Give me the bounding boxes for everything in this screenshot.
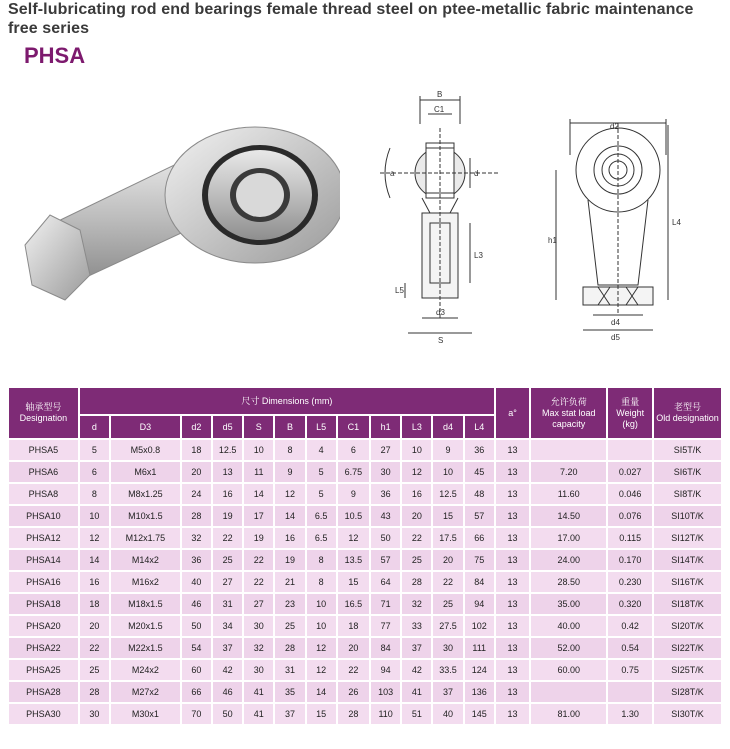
table-cell: 19: [244, 528, 273, 548]
table-cell: PHSA22: [9, 638, 78, 658]
table-cell: 12: [402, 462, 431, 482]
table-cell: M10x1.5: [111, 506, 180, 526]
table-cell: 12: [80, 528, 109, 548]
table-cell: 8: [307, 550, 336, 570]
table-cell: 4: [307, 440, 336, 460]
table-cell: M6x1: [111, 462, 180, 482]
table-cell: 8: [80, 484, 109, 504]
table-cell: 35: [275, 682, 304, 702]
table-cell: 14: [244, 484, 273, 504]
table-cell: 22: [402, 528, 431, 548]
table-row: [9, 572, 721, 592]
table-cell: 13: [496, 528, 529, 548]
table-cell: 13.5: [338, 550, 369, 570]
table-cell: 28: [182, 506, 211, 526]
table-cell: 60.00: [531, 660, 606, 680]
table-cell: 124: [465, 660, 494, 680]
table-cell: 6.75: [338, 462, 369, 482]
table-cell: 41: [402, 682, 431, 702]
table-cell: 22: [433, 572, 462, 592]
table-cell: 40.00: [531, 616, 606, 636]
table-cell: 27: [371, 440, 400, 460]
table-cell: [608, 440, 652, 460]
table-cell: 28: [338, 704, 369, 724]
table-cell: PHSA28: [9, 682, 78, 702]
table-cell: SI20T/K: [654, 616, 721, 636]
table-row: [9, 550, 721, 570]
table-cell: 31: [275, 660, 304, 680]
table-cell: 13: [496, 704, 529, 724]
table-cell: 0.320: [608, 594, 652, 614]
table-cell: 40: [182, 572, 211, 592]
table-cell: 6.5: [307, 528, 336, 548]
table-cell: SI30T/K: [654, 704, 721, 724]
table-cell: 37: [213, 638, 242, 658]
table-cell: 0.54: [608, 638, 652, 658]
table-cell: 37: [402, 638, 431, 658]
dim-label-a: a: [390, 169, 395, 178]
weight-header-cn: 重量: [621, 396, 640, 407]
table-cell: 13: [496, 572, 529, 592]
table-row: [9, 440, 721, 460]
table-cell: 14: [275, 506, 304, 526]
designation-header: [9, 388, 78, 438]
table-cell: 22: [80, 638, 109, 658]
table-cell: 12.5: [433, 484, 462, 504]
table-cell: 77: [371, 616, 400, 636]
dim-label-d5: d5: [611, 333, 620, 342]
dim-column-header: d4: [433, 416, 462, 438]
dim-label-l5: L5: [395, 286, 404, 295]
section-drawing: [360, 88, 510, 348]
table-cell: 41: [244, 682, 273, 702]
table-cell: SI12T/K: [654, 528, 721, 548]
table-cell: 32: [402, 594, 431, 614]
table-cell: 102: [465, 616, 494, 636]
table-cell: 16: [275, 528, 304, 548]
table-row: [9, 462, 721, 482]
table-cell: 12.5: [213, 440, 242, 460]
table-cell: 10: [402, 440, 431, 460]
table-cell: 34: [213, 616, 242, 636]
load-header: [531, 388, 606, 438]
table-cell: 46: [213, 682, 242, 702]
table-cell: 136: [465, 682, 494, 702]
table-cell: 17.5: [433, 528, 462, 548]
series-name: PHSA: [24, 43, 86, 68]
weight-header: [608, 388, 652, 438]
table-cell: 1.30: [608, 704, 652, 724]
table-cell: 70: [182, 704, 211, 724]
table-cell: PHSA18: [9, 594, 78, 614]
table-cell: 6.5: [307, 506, 336, 526]
old-designation-header: [654, 388, 721, 438]
table-cell: SI18T/K: [654, 594, 721, 614]
table-cell: 50: [371, 528, 400, 548]
table-cell: 8: [275, 440, 304, 460]
dim-label-h1: h1: [548, 236, 557, 245]
table-cell: 36: [465, 440, 494, 460]
table-cell: 5: [80, 440, 109, 460]
table-cell: 103: [371, 682, 400, 702]
table-cell: 12: [275, 484, 304, 504]
table-cell: SI6T/K: [654, 462, 721, 482]
table-cell: 13: [496, 660, 529, 680]
table-cell: 18: [338, 616, 369, 636]
table-cell: 9: [433, 440, 462, 460]
page-title: Self-lubricating rod end bearings female thread steel on ptee-metallic fabric maintenance free series: [8, 1, 694, 37]
table-cell: 5: [307, 462, 336, 482]
table-cell: 110: [371, 704, 400, 724]
table-cell: 94: [465, 594, 494, 614]
table-cell: 0.046: [608, 484, 652, 504]
table-cell: SI28T/K: [654, 682, 721, 702]
dim-column-header: D3: [111, 416, 180, 438]
table-cell: 15: [338, 572, 369, 592]
table-cell: 27: [244, 594, 273, 614]
table-cell: 0.230: [608, 572, 652, 592]
table-cell: 0.076: [608, 506, 652, 526]
table-cell: 23: [275, 594, 304, 614]
table-cell: 12: [307, 660, 336, 680]
table-cell: 14: [307, 682, 336, 702]
table-cell: 10: [307, 616, 336, 636]
table-cell: PHSA25: [9, 660, 78, 680]
table-cell: M18x1.5: [111, 594, 180, 614]
table-cell: 81.00: [531, 704, 606, 724]
table-cell: 0.027: [608, 462, 652, 482]
dim-column-header: S: [244, 416, 273, 438]
table-cell: 0.115: [608, 528, 652, 548]
table-cell: 25: [80, 660, 109, 680]
table-cell: 42: [402, 660, 431, 680]
table-cell: 17: [244, 506, 273, 526]
table-cell: 71: [371, 594, 400, 614]
table-cell: 32: [244, 638, 273, 658]
dim-column-header: h1: [371, 416, 400, 438]
table-cell: 26: [338, 682, 369, 702]
table-cell: 13: [213, 462, 242, 482]
table-cell: PHSA16: [9, 572, 78, 592]
table-cell: 8: [307, 572, 336, 592]
table-cell: 20: [433, 550, 462, 570]
table-row: [9, 616, 721, 636]
table-cell: 16: [402, 484, 431, 504]
table-cell: 13: [496, 594, 529, 614]
table-cell: [531, 440, 606, 460]
table-cell: 13: [496, 506, 529, 526]
table-cell: 7.20: [531, 462, 606, 482]
table-cell: 19: [275, 550, 304, 570]
table-cell: PHSA14: [9, 550, 78, 570]
table-cell: 30: [80, 704, 109, 724]
table-cell: 28: [80, 682, 109, 702]
table-cell: 33: [402, 616, 431, 636]
table-cell: 13: [496, 616, 529, 636]
table-cell: 32: [182, 528, 211, 548]
table-cell: [608, 682, 652, 702]
table-cell: 22: [244, 550, 273, 570]
table-cell: 16: [213, 484, 242, 504]
table-cell: 14.50: [531, 506, 606, 526]
table-cell: 46: [182, 594, 211, 614]
old-header-en: Old designation: [656, 413, 719, 423]
table-cell: PHSA12: [9, 528, 78, 548]
table-cell: 10: [307, 594, 336, 614]
table-cell: 25: [433, 594, 462, 614]
table-cell: PHSA30: [9, 704, 78, 724]
table-cell: SI16T/K: [654, 572, 721, 592]
table-cell: 52.00: [531, 638, 606, 658]
dim-label-d3: d3: [436, 308, 445, 317]
table-cell: 27: [213, 572, 242, 592]
table-cell: 75: [465, 550, 494, 570]
table-cell: PHSA8: [9, 484, 78, 504]
dim-label-l3: L3: [474, 251, 483, 260]
table-cell: 16.5: [338, 594, 369, 614]
table-row: [9, 704, 721, 724]
table-cell: SI10T/K: [654, 506, 721, 526]
table-cell: 31: [213, 594, 242, 614]
table-cell: 20: [402, 506, 431, 526]
front-drawing: [548, 115, 688, 345]
table-cell: 50: [182, 616, 211, 636]
table-cell: 40: [433, 704, 462, 724]
table-cell: 10.5: [338, 506, 369, 526]
table-cell: 37: [433, 682, 462, 702]
dim-label-d4: d4: [611, 318, 620, 327]
table-cell: 45: [465, 462, 494, 482]
table-cell: M12x1.75: [111, 528, 180, 548]
table-cell: 30: [433, 638, 462, 658]
table-cell: 25: [402, 550, 431, 570]
dim-label-d2: d2: [610, 122, 619, 131]
table-row: [9, 638, 721, 658]
table-cell: 13: [496, 682, 529, 702]
table-cell: M20x1.5: [111, 616, 180, 636]
table-cell: 12: [307, 638, 336, 658]
load-header-en: Max stat load capacity: [541, 407, 596, 429]
table-cell: 30: [244, 616, 273, 636]
alpha-header: a°: [496, 388, 529, 438]
table-cell: 11: [244, 462, 273, 482]
dim-column-header: d: [80, 416, 109, 438]
table-cell: PHSA20: [9, 616, 78, 636]
table-row: [9, 484, 721, 504]
table-cell: 0.170: [608, 550, 652, 570]
table-cell: 15: [433, 506, 462, 526]
table-cell: 0.75: [608, 660, 652, 680]
dim-column-header: d2: [182, 416, 211, 438]
table-cell: 10: [433, 462, 462, 482]
table-cell: 48: [465, 484, 494, 504]
table-cell: 20: [182, 462, 211, 482]
table-cell: 94: [371, 660, 400, 680]
table-cell: 145: [465, 704, 494, 724]
table-cell: 41: [244, 704, 273, 724]
table-cell: M24x2: [111, 660, 180, 680]
table-cell: SI8T/K: [654, 484, 721, 504]
table-cell: 24: [182, 484, 211, 504]
table-cell: 28.50: [531, 572, 606, 592]
table-cell: 57: [465, 506, 494, 526]
table-cell: 11.60: [531, 484, 606, 504]
table-cell: 25: [213, 550, 242, 570]
table-cell: 20: [80, 616, 109, 636]
dim-column-header: B: [275, 416, 304, 438]
table-cell: SI22T/K: [654, 638, 721, 658]
table-cell: 13: [496, 484, 529, 504]
table-cell: 10: [244, 440, 273, 460]
table-cell: 19: [213, 506, 242, 526]
dim-label-b: B: [437, 90, 443, 99]
dim-column-header: L5: [307, 416, 336, 438]
table-cell: 13: [496, 440, 529, 460]
table-cell: 42: [213, 660, 242, 680]
table-cell: 16: [80, 572, 109, 592]
table-cell: 22: [244, 572, 273, 592]
table-cell: 13: [496, 462, 529, 482]
table-cell: 24.00: [531, 550, 606, 570]
designation-header-cn: 轴承型号: [25, 402, 62, 412]
specification-table: [7, 386, 723, 726]
table-cell: 6: [80, 462, 109, 482]
table-row: [9, 506, 721, 526]
load-header-cn: 允许负荷: [550, 396, 587, 407]
table-cell: 18: [182, 440, 211, 460]
table-cell: 13: [496, 550, 529, 570]
table-cell: 28: [402, 572, 431, 592]
table-cell: M14x2: [111, 550, 180, 570]
dim-column-header: L3: [402, 416, 431, 438]
table-cell: 57: [371, 550, 400, 570]
table-cell: 27.5: [433, 616, 462, 636]
table-cell: 0.42: [608, 616, 652, 636]
table-cell: 21: [275, 572, 304, 592]
table-cell: SI5T/K: [654, 440, 721, 460]
table-cell: 22: [338, 660, 369, 680]
table-cell: 6: [338, 440, 369, 460]
table-cell: 5: [307, 484, 336, 504]
table-cell: M30x1: [111, 704, 180, 724]
table-cell: 18: [80, 594, 109, 614]
table-cell: 50: [213, 704, 242, 724]
table-cell: M16x2: [111, 572, 180, 592]
table-cell: 35.00: [531, 594, 606, 614]
table-cell: 30: [371, 462, 400, 482]
table-cell: 51: [402, 704, 431, 724]
dimensions-header: 尺寸 Dimensions (mm): [80, 388, 494, 414]
old-header-cn: 老型号: [674, 402, 702, 412]
table-cell: [531, 682, 606, 702]
table-cell: 43: [371, 506, 400, 526]
table-cell: 14: [80, 550, 109, 570]
table-row: [9, 682, 721, 702]
table-cell: 15: [307, 704, 336, 724]
dim-label-l4: L4: [672, 218, 681, 227]
dim-label-s: S: [438, 336, 444, 345]
table-cell: PHSA10: [9, 506, 78, 526]
table-cell: 66: [465, 528, 494, 548]
designation-header-en: Designation: [19, 413, 68, 423]
table-cell: 25: [275, 616, 304, 636]
table-cell: 60: [182, 660, 211, 680]
table-cell: M5x0.8: [111, 440, 180, 460]
table-cell: 84: [465, 572, 494, 592]
table-cell: 12: [338, 528, 369, 548]
table-cell: 22: [213, 528, 242, 548]
table-cell: 36: [182, 550, 211, 570]
table-cell: 9: [275, 462, 304, 482]
table-cell: 30: [244, 660, 273, 680]
table-cell: SI14T/K: [654, 550, 721, 570]
table-cell: PHSA5: [9, 440, 78, 460]
table-cell: 37: [275, 704, 304, 724]
dim-column-header: C1: [338, 416, 369, 438]
table-cell: 13: [496, 638, 529, 658]
table-cell: 20: [338, 638, 369, 658]
dim-label-c1: C1: [434, 105, 445, 114]
table-cell: SI25T/K: [654, 660, 721, 680]
table-cell: 64: [371, 572, 400, 592]
table-cell: 10: [80, 506, 109, 526]
table-cell: M22x1.5: [111, 638, 180, 658]
table-cell: PHSA6: [9, 462, 78, 482]
table-cell: 17.00: [531, 528, 606, 548]
table-cell: 28: [275, 638, 304, 658]
table-row: [9, 594, 721, 614]
dim-label-d: d: [474, 169, 479, 178]
table-cell: 66: [182, 682, 211, 702]
table-cell: 84: [371, 638, 400, 658]
table-cell: 9: [338, 484, 369, 504]
table-cell: 36: [371, 484, 400, 504]
table-row: [9, 660, 721, 680]
table-cell: 54: [182, 638, 211, 658]
dim-column-header: L4: [465, 416, 494, 438]
table-cell: 111: [465, 638, 494, 658]
table-cell: M27x2: [111, 682, 180, 702]
table-row: [9, 528, 721, 548]
dim-column-header: d5: [213, 416, 242, 438]
weight-header-en: Weight (kg): [616, 407, 645, 429]
product-photo: [20, 95, 340, 305]
table-cell: M8x1.25: [111, 484, 180, 504]
table-cell: 33.5: [433, 660, 462, 680]
